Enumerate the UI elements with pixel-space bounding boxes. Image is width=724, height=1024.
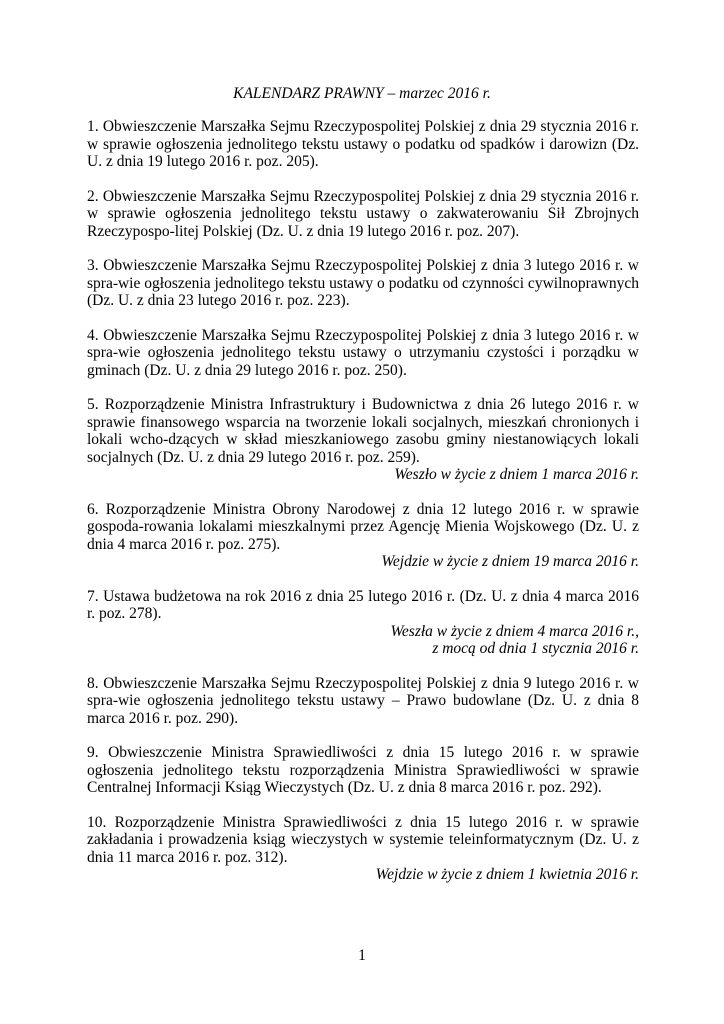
entry-1 (87, 118, 639, 171)
entry-text: 3. Obwieszczenie Marszałka Sejmu Rzeczypospolitej Polskiej z dnia 3 lutego 2016 r. w spra-wie ogłoszenia jednolitego tekstu ustawy o podatku od czynności cywilnoprawnych (Dz. U. z dnia 23 lutego 2016 r. poz. 223). (87, 257, 639, 309)
page-number: 1 (358, 947, 366, 964)
entry-text: 8. Obwieszczenie Marszałka Sejmu Rzeczypospolitej Polskiej z dnia 9 lutego 2016 r. w spra-wie ogłoszenia jednolitego tekstu ustawy – Prawo budowlane (Dz. U. z dnia 8 marca 2016 r. poz. 290). (87, 674, 639, 727)
entry-4 (87, 327, 639, 380)
entry-text: 5. Rozporządzenie Ministra Infrastruktury i Budownictwa z dnia 26 lutego 2016 r. w sprawie finansowego wsparcia na tworzenie lokali socjalnych, mieszkań chronionych i lokali wcho-dzących w skład mieszkaniowego zasobu gminy niestanowiących lokali socjalnych (Dz. U. z dnia 29 lutego 2016 r. poz. 259). (87, 396, 639, 466)
entry-7 (87, 588, 639, 658)
entry-text: 1. Obwieszczenie Marszałka Sejmu Rzeczypospolitej Polskiej z dnia 29 stycznia 2016 r. w sprawie ogłoszenia jednolitego tekstu ustawy o podatku od spadków i darowizn (Dz. U. z dnia 19 lutego 2016 r. poz. 205). (87, 118, 639, 170)
entry-text: 6. Rozporządzenie Ministra Obrony Narodowej z dnia 12 lutego 2016 r. w sprawie gospoda-rowania lokalami mieszkalnymi przez Agencję Mienia Wojskowego (Dz. U. z dnia 4 marca 2016 r. poz. 275). (87, 500, 639, 553)
entry-note: Weszła w życie z dniem 4 marca 2016 r., (390, 622, 639, 640)
entries-list (87, 118, 639, 901)
entry-text: 2. Obwieszczenie Marszałka Sejmu Rzeczypospolitej Polskiej z dnia 29 stycznia 2016 r. w sprawie ogłoszenia jednolitego tekstu ustawy o zakwaterowaniu Sił Zbrojnych Rzeczypospo-litej Polskiej (Dz. U. z dnia 19 lutego 2016 r. poz. 207). (87, 187, 639, 240)
entry-text: 4. Obwieszczenie Marszałka Sejmu Rzeczypospolitej Polskiej z dnia 3 lutego 2016 r. w spra-wie ogłoszenia jednolitego tekstu ustawy o utrzymaniu czystości i porządku w gminach (Dz. U. z dnia 29 lutego 2016 r. poz. 250). (87, 326, 639, 379)
entry-note: z mocą od dnia 1 stycznia 2016 r. (432, 640, 639, 657)
entry-5 (87, 396, 639, 484)
entry-10 (87, 814, 639, 884)
entry-8 (87, 675, 639, 728)
entry-note: Weszło w życie z dniem 1 marca 2016 r. (394, 466, 639, 483)
entry-note: Wejdzie w życie z dniem 1 kwietnia 2016 r. (375, 866, 639, 883)
entry-9 (87, 744, 639, 797)
page-title: KALENDARZ PRAWNY – marzec 2016 r. (233, 85, 491, 102)
entry-6 (87, 501, 639, 571)
entry-note: Wejdzie w życie z dniem 19 marca 2016 r. (381, 553, 639, 570)
entry-3 (87, 257, 639, 310)
entry-text: 9. Obwieszczenie Ministra Sprawiedliwości z dnia 15 lutego 2016 r. w sprawie ogłoszenia jednolitego tekstu rozporządzenia Ministra Sprawiedliwości w sprawie Centralnej Informacji Ksiąg Wieczystych (Dz. U. z dnia 8 marca 2016 r. poz. 292). (87, 744, 639, 796)
entry-text: 10. Rozporządzenie Ministra Sprawiedliwości z dnia 15 lutego 2016 r. w sprawie zakładania i prowadzenia ksiąg wieczystych w systemie teleinformatycznym (Dz. U. z dnia 11 marca 2016 r. poz. 312). (87, 813, 639, 866)
entry-2 (87, 188, 639, 241)
entry-text: 7. Ustawa budżetowa na rok 2016 z dnia 25 lutego 2016 r. (Dz. U. z dnia 4 marca 2016 r. poz. 278). (87, 587, 639, 622)
